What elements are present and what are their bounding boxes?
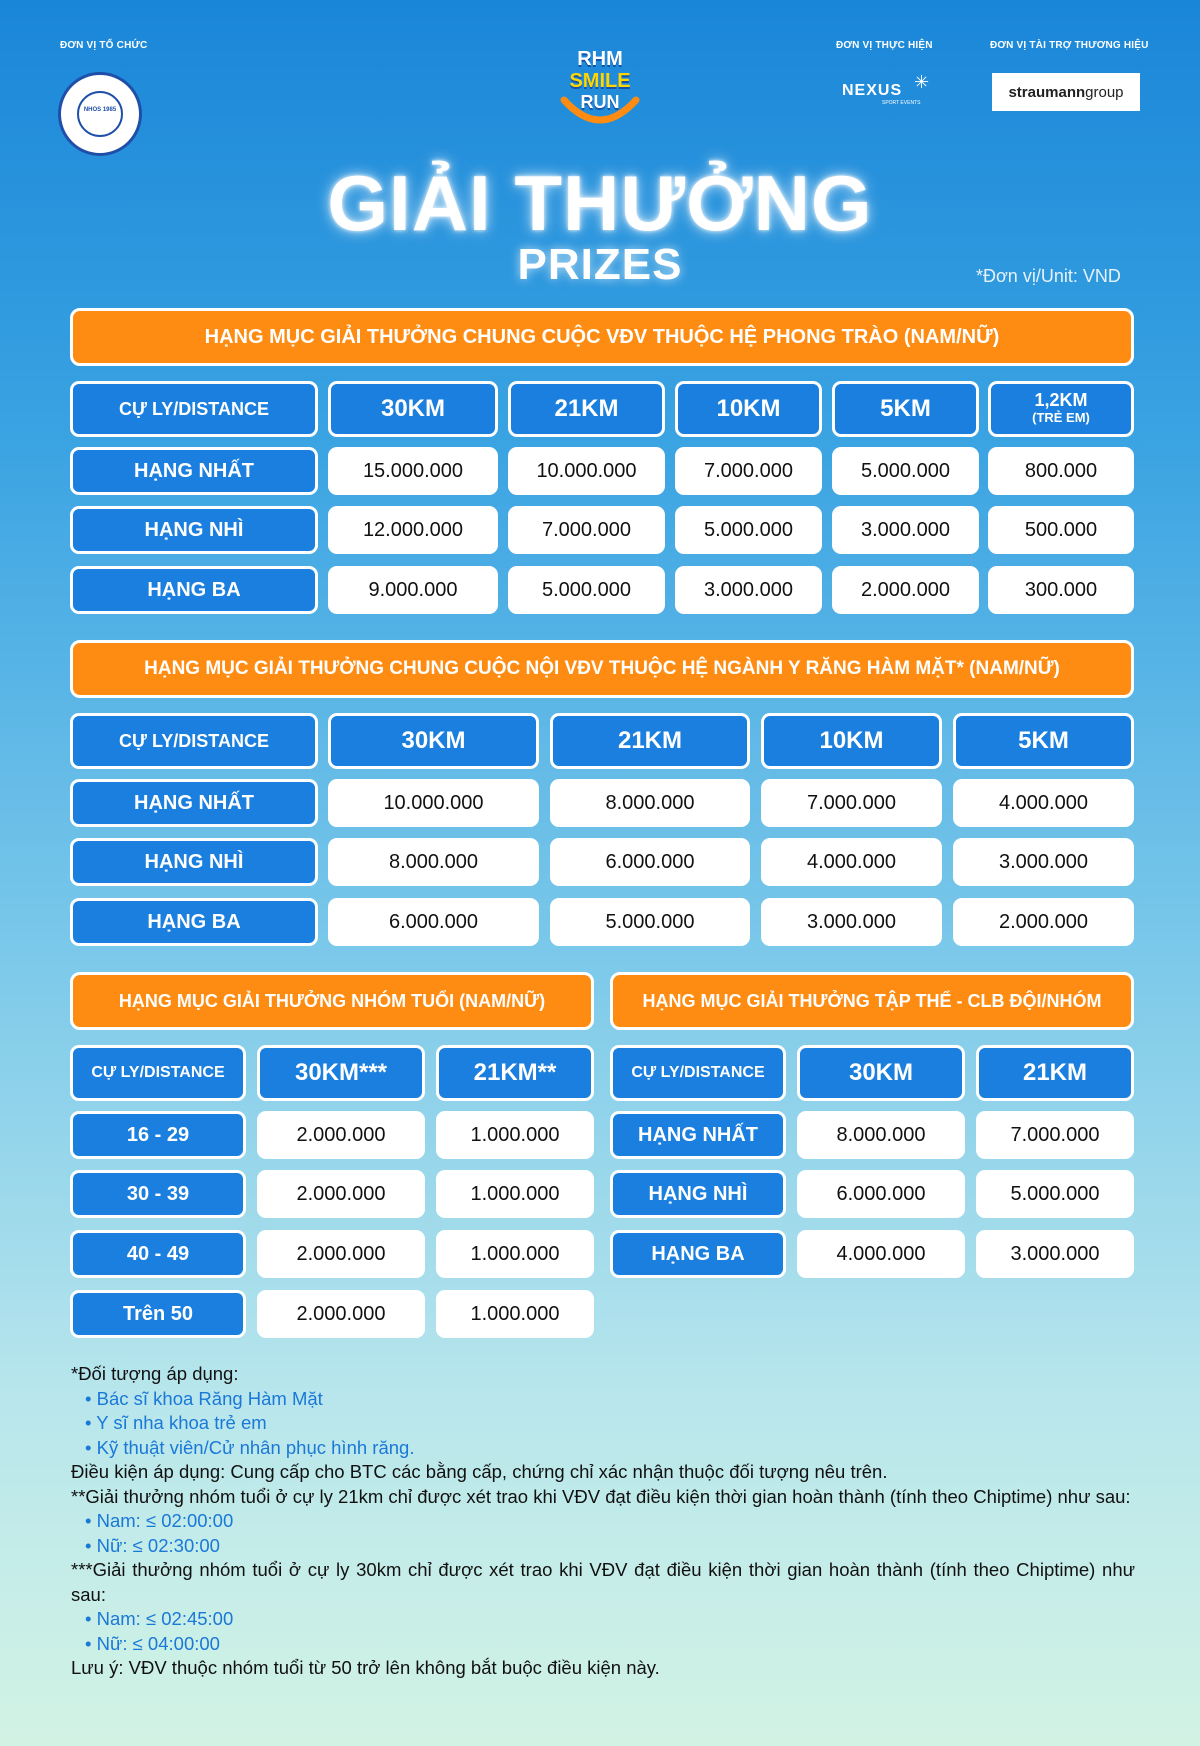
section1-value: 5.000.000 [508, 566, 665, 614]
section3-value: 1.000.000 [436, 1230, 594, 1278]
tooth-icon [77, 91, 123, 137]
section3-group: 30 - 39 [70, 1170, 246, 1218]
organizer-label: ĐƠN VỊ TỔ CHỨC [60, 40, 148, 51]
section2-col-21km: 21KM [550, 713, 750, 769]
note-30km: ***Giải thưởng nhóm tuổi ở cự ly 30km chỉ được xét trao khi VĐV đạt điều kiện thời gian hoàn thành (tính theo Chiptime) như sau: [71, 1559, 1135, 1605]
nexus-logo-subtext: SPORT EVENTS [882, 100, 921, 106]
section1-value: 800.000 [988, 447, 1134, 495]
section2-col-30km: 30KM [328, 713, 539, 769]
section2-rank-second: HẠNG NHÌ [70, 838, 318, 886]
section3-distance-header: CỰ LY/DISTANCE [70, 1045, 246, 1101]
section2-rank-third: HẠNG BA [70, 898, 318, 946]
section1-value: 9.000.000 [328, 566, 498, 614]
section1-value: 7.000.000 [508, 506, 665, 554]
implementer-label: ĐƠN VỊ THỰC HIỆN [836, 40, 933, 51]
note-21km-item: • Nữ: ≤ 02:30:00 [85, 1534, 220, 1556]
section2-value: 3.000.000 [761, 898, 942, 946]
section1-value: 300.000 [988, 566, 1134, 614]
section2-value: 7.000.000 [761, 779, 942, 827]
section1-value: 12.000.000 [328, 506, 498, 554]
section1-banner: HẠNG MỤC GIẢI THƯỞNG CHUNG CUỘC VĐV THUỘC HỆ PHONG TRÀO (NAM/NỮ) [70, 308, 1134, 366]
section3-banner: HẠNG MỤC GIẢI THƯỞNG NHÓM TUỔI (NAM/NỮ) [70, 972, 594, 1030]
nexus-logo-text: NEXUS [842, 82, 903, 99]
nexus-logo [842, 70, 932, 108]
straumann-logo-main: straumann [1008, 83, 1086, 101]
note-30km-item: • Nữ: ≤ 04:00:00 [85, 1632, 220, 1654]
section2-col-10km: 10KM [761, 713, 942, 769]
straumann-logo [992, 73, 1140, 111]
section1-col-30km: 30KM [328, 381, 498, 437]
section1-rank-second: HẠNG NHÌ [70, 506, 318, 554]
section3-value: 2.000.000 [257, 1170, 425, 1218]
section1-rank-first: HẠNG NHẤT [70, 447, 318, 495]
section2-value: 6.000.000 [328, 898, 539, 946]
section3-group: 40 - 49 [70, 1230, 246, 1278]
footer-note: Lưu ý: VĐV thuộc nhóm tuổi từ 50 trở lên không bắt buộc điều kiện này. [71, 1657, 660, 1678]
section1-distance-header: CỰ LY/DISTANCE [70, 381, 318, 437]
note-21km: **Giải thưởng nhóm tuổi ở cự ly 21km chỉ được xét trao khi VĐV đạt điều kiện thời gian hoàn thành (tính theo Chiptime) như sau: [71, 1485, 1131, 1507]
section2-value: 6.000.000 [550, 838, 750, 886]
section4-value: 7.000.000 [976, 1111, 1134, 1159]
section1-value: 7.000.000 [675, 447, 822, 495]
section1-col-21km: 21KM [508, 381, 665, 437]
section4-value: 3.000.000 [976, 1230, 1134, 1278]
target-item: • Y sĩ nha khoa trẻ em [85, 1412, 267, 1433]
section1-col-10km: 10KM [675, 381, 822, 437]
section4-value: 4.000.000 [797, 1230, 965, 1278]
section4-col-30km: 30KM [797, 1045, 965, 1101]
section3-col-30km: 30KM*** [257, 1045, 425, 1101]
section3-value: 2.000.000 [257, 1290, 425, 1338]
section1-value: 2.000.000 [832, 566, 979, 614]
logo-word-smile: SMILE [569, 70, 631, 92]
section4-value: 5.000.000 [976, 1170, 1134, 1218]
section1-col-kids [988, 381, 1134, 437]
section2-value: 5.000.000 [550, 898, 750, 946]
logo-word-run: RUN [580, 92, 620, 112]
footnotes [71, 1362, 1135, 1681]
section1-value: 5.000.000 [675, 506, 822, 554]
section2-col-5km: 5KM [953, 713, 1134, 769]
section1-value: 3.000.000 [832, 506, 979, 554]
condition-note: Điều kiện áp dụng: Cung cấp cho BTC các bằng cấp, chứng chỉ xác nhận thuộc đối tượng nêu trên. [71, 1461, 888, 1482]
section2-value: 4.000.000 [953, 779, 1134, 827]
section2-value: 8.000.000 [550, 779, 750, 827]
section4-banner: HẠNG MỤC GIẢI THƯỞNG TẬP THỂ - CLB ĐỘI/NHÓM [610, 972, 1134, 1030]
logo-word-rhm: RHM [577, 48, 623, 70]
note-30km-item: • Nam: ≤ 02:45:00 [85, 1608, 234, 1629]
page-subtitle: PRIZES [517, 240, 683, 289]
section1-rank-third: HẠNG BA [70, 566, 318, 614]
section4-distance-header: CỰ LY/DISTANCE [610, 1045, 786, 1101]
section2-value: 3.000.000 [953, 838, 1134, 886]
target-item: • Kỹ thuật viên/Cử nhân phục hình răng. [85, 1436, 415, 1458]
section4-col-21km: 21KM [976, 1045, 1134, 1101]
seal-year: NHOS 1985 [83, 107, 117, 113]
target-item: • Bác sĩ khoa Răng Hàm Mặt [85, 1387, 323, 1409]
section1-col-kids-note: (TRẺ EM) [1032, 410, 1090, 425]
section4-value: 6.000.000 [797, 1170, 965, 1218]
section3-value: 1.000.000 [436, 1111, 594, 1159]
target-title: *Đối tượng áp dụng: [71, 1363, 239, 1384]
page-title: GIẢI THƯỞNG [327, 159, 873, 247]
section2-value: 4.000.000 [761, 838, 942, 886]
section2-value: 2.000.000 [953, 898, 1134, 946]
section3-value: 1.000.000 [436, 1170, 594, 1218]
section4-rank-first: HẠNG NHẤT [610, 1111, 786, 1159]
section1-value: 3.000.000 [675, 566, 822, 614]
unit-note: *Đơn vị/Unit: VND [976, 266, 1121, 286]
section3-value: 1.000.000 [436, 1290, 594, 1338]
sponsor-label: ĐƠN VỊ TÀI TRỢ THƯƠNG HIỆU [990, 40, 1149, 51]
section3-group: 16 - 29 [70, 1111, 246, 1159]
section3-value: 2.000.000 [257, 1230, 425, 1278]
section2-value: 8.000.000 [328, 838, 539, 886]
section3-col-21km: 21KM** [436, 1045, 594, 1101]
section1-value: 15.000.000 [328, 447, 498, 495]
section1-col-kids-distance: 1,2KM [1034, 390, 1088, 410]
section1-col-5km: 5KM [832, 381, 979, 437]
note-21km-item: • Nam: ≤ 02:00:00 [85, 1510, 234, 1531]
star-icon: ✳ [914, 72, 930, 92]
straumann-logo-suffix: group [1085, 83, 1124, 101]
section1-value: 500.000 [988, 506, 1134, 554]
section3-group: Trên 50 [70, 1290, 246, 1338]
section4-value: 8.000.000 [797, 1111, 965, 1159]
section1-value: 5.000.000 [832, 447, 979, 495]
section2-distance-header: CỰ LY/DISTANCE [70, 713, 318, 769]
section3-value: 2.000.000 [257, 1111, 425, 1159]
section2-value: 10.000.000 [328, 779, 539, 827]
section2-banner: HẠNG MỤC GIẢI THƯỞNG CHUNG CUỘC NỘI VĐV THUỘC HỆ NGÀNH Y RĂNG HÀM MẶT* (NAM/NỮ) [70, 640, 1134, 698]
section4-rank-third: HẠNG BA [610, 1230, 786, 1278]
section1-value: 10.000.000 [508, 447, 665, 495]
section4-rank-second: HẠNG NHÌ [610, 1170, 786, 1218]
organizer-seal-logo [58, 72, 142, 156]
section2-rank-first: HẠNG NHẤT [70, 779, 318, 827]
